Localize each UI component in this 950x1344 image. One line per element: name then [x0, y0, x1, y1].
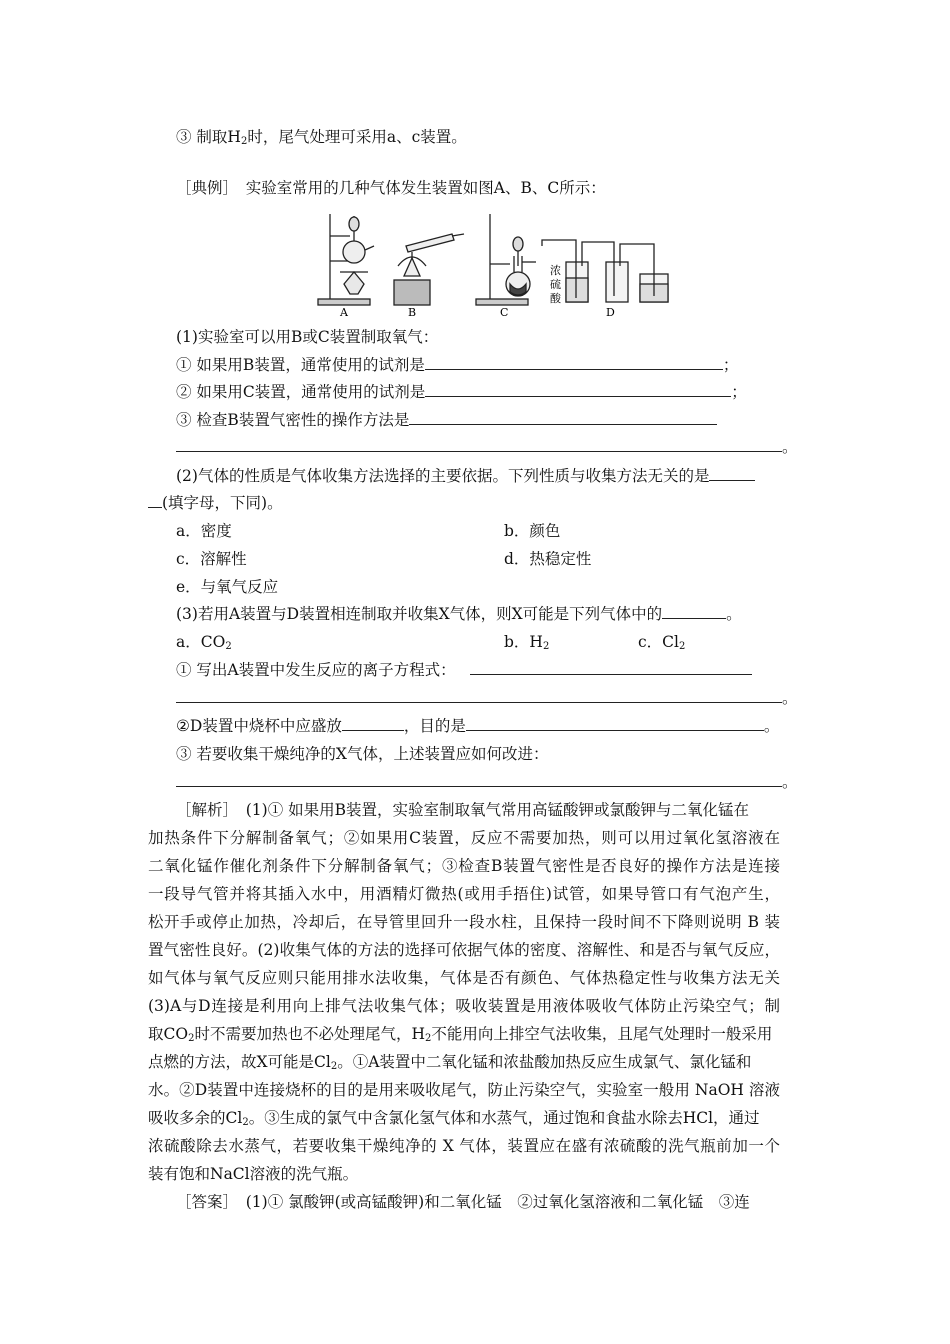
question-1b: ② 如果用C装置，通常使用的试剂是 ；	[176, 383, 747, 401]
option-e: e．与氧气反应	[176, 578, 279, 596]
analysis-line: 浓硫酸除去水蒸气，若要收集干燥纯净的 X 气体，装置应在盛有浓硫酸的洗气瓶前加一个	[148, 1137, 780, 1155]
question-1: (1)实验室可以用B或C装置制取氧气：	[176, 328, 439, 346]
label-a: A	[340, 306, 348, 318]
label-b: B	[408, 306, 417, 318]
gas-option-c: c．$Cl_2$	[638, 633, 686, 652]
question-1c: ③ 检查B装置气密性的操作方法是	[176, 410, 717, 430]
acid-label-3: 酸	[550, 292, 561, 305]
analysis-line: 水。②D装置中连接烧杯的目的是用来吸收尾气，防止污染空气，实验室一般用 NaOH 溶液	[148, 1081, 780, 1099]
question-2: (2)气体的性质是气体收集方法选择的主要依据。下列性质与收集方法无关的是	[176, 466, 755, 486]
apparatus-a-base	[318, 299, 370, 305]
acid-label-2: 硫	[550, 278, 561, 291]
analysis-line: 如气体与氧气反应则只能用排水法收集，气体是否有颜色、气体热稳定性与收集方法无关	[148, 969, 780, 987]
answer-blank-line: 。	[176, 772, 798, 792]
question-3c: ③ 若要收集干燥纯净的X气体，上述装置应如何改进：	[176, 745, 549, 763]
example-heading: ［典例］ 实验室常用的几种气体发生装置如图A、B、C所示：	[176, 179, 606, 197]
analysis-line: 一段导气管并将其插入水中，用酒精灯微热(或用手捂住)试管，如果导管口有气泡产生，	[148, 885, 780, 903]
text-line: ③ 制取$H_2$时，尾气处理可采用a、c装置。	[176, 128, 467, 147]
analysis-line: (3)A与D连接是利用向上排气法收集气体；吸收装置是用液体吸收气体防止污染空气；制	[148, 997, 780, 1015]
gas-option-a: a．$CO_2$	[176, 633, 232, 652]
answer-line: ［答案］ (1)① 氯酸钾(或高锰酸钾)和二氧化锰 ②过氧化氢溶液和二氧化锰 ③连	[176, 1193, 750, 1211]
answer-blank-line: 。	[176, 688, 798, 708]
option-a: a．密度	[176, 522, 232, 540]
question-3: (3)若用A装置与D装置相连制取并收集X气体，则X可能是下列气体中的 。	[176, 605, 742, 623]
acid-label-1: 浓	[550, 264, 561, 277]
label-d: D	[606, 306, 615, 318]
question-2-cont: (填字母，下同)。	[148, 493, 283, 513]
label-c: C	[500, 306, 509, 318]
analysis-line: 松开手或停止加热，冷却后，在导管里回升一段水柱，且保持一段时间不下降则说明 B 装	[148, 913, 780, 931]
apparatus-c-base	[476, 299, 528, 305]
analysis-line: 加热条件下分解制备氧气；②如果用C装置，反应不需要加热，则可以用过氧化氢溶液在	[148, 829, 780, 847]
apparatus-figure	[314, 206, 676, 318]
analysis-line: 取$CO_2$时不需要加热也不必处理尾气，$H_2$不能用向上排空气法收集，且尾气处理时一般采用	[148, 1025, 773, 1044]
gas-option-b: b．$H_2$	[504, 633, 550, 652]
apparatus-b-block	[394, 280, 430, 305]
option-b: b．颜色	[504, 522, 561, 540]
wash-bottle-2	[606, 262, 628, 302]
analysis-line: ［解析］ (1)① 如果用B装置，实验室制取氧气常用高锰酸钾或氯酸钾与二氧化锰在	[176, 801, 750, 819]
analysis-line: 装有饱和NaCl溶液的洗气瓶。	[148, 1165, 359, 1183]
answer-blank-line: 。	[176, 437, 798, 457]
analysis-line: 置气密性良好。(2)收集气体的方法的选择可依据气体的密度、溶解性、和是否与氧气反应，	[148, 941, 780, 959]
option-d: d．热稳定性	[504, 550, 592, 568]
question-3a: ① 写出A装置中发生反应的离子方程式：	[176, 660, 752, 680]
analysis-line: 点燃的方法，故X可能是$Cl_2$。①A装置中二氧化锰和浓盐酸加热反应生成氯气、氯化锰和	[148, 1053, 752, 1072]
option-c: c．溶解性	[176, 550, 247, 568]
question-3b: ②D装置中烧杯中应盛放 ，目的是 。	[176, 717, 780, 735]
analysis-line: 二氧化锰作催化剂条件下分解制备氧气；③检查B装置气密性是否良好的操作方法是连接	[148, 857, 780, 875]
question-1a: ① 如果用B装置，通常使用的试剂是 ；	[176, 356, 739, 374]
analysis-line: 吸收多余的$Cl_2$。③生成的氯气中含氯化氢气体和水蒸气，通过饱和食盐水除去HCl，通过	[148, 1109, 760, 1128]
